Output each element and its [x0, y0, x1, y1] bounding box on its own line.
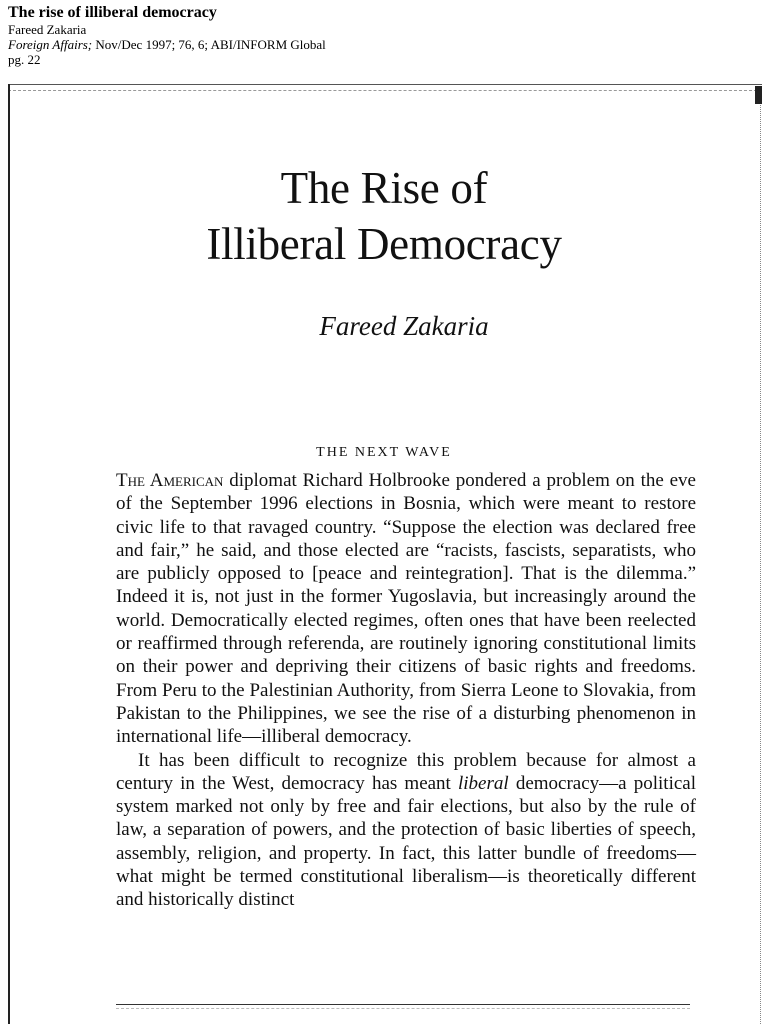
- paragraph-1-text: diplomat Richard Holbrooke pondered a problem on the eve of the September 1996 elections in Bosnia, which were meant to restore civic life to that ravaged country. “Suppose the election was declared free and fair,” he said, and those elected are “racists, fascists, separatists, who are publicly opposed to [peace and reintegration]. That is the dilemma.” Indeed it is, not just in the former Yugoslavia, but increasingly around the world. Democratically elected regimes, often ones that have been reelected or reaffirmed through referenda, are routinely ignoring constitutional limits on their power and depriving their citizens of basic rights and freedoms. From Peru to the Palestinian Authority, from Sierra Leone to Slovakia, from Pakistan to the Philippines, we see the rise of a disturbing phenomenon in international life—illiberal democracy.: [116, 470, 696, 748]
- scan-corner-mark: [755, 86, 762, 104]
- citation-title: The rise of illiberal democracy: [8, 4, 217, 21]
- citation-header: [8, 4, 326, 67]
- paragraph-2-text-end: democracy—a political system marked not only by free and fair elections, but also by the rule of law, a separation of powers, and the protection of basic liberties of speech, assembly, religion, and property. In fact, this latter bundle of freedoms—what might be termed constitutional liberalism—is theoretically different and historically distinct: [116, 772, 696, 911]
- article-title-line-1: The Rise of: [280, 163, 488, 213]
- paragraph-2: [116, 749, 696, 912]
- paragraph-1: [116, 469, 696, 749]
- paragraph-2-italic: liberal: [458, 772, 509, 794]
- citation-author: Fareed Zakaria: [8, 22, 87, 37]
- footer-rule-secondary: [116, 1008, 690, 1009]
- scan-page-edge-inner: [8, 90, 762, 91]
- section-heading: THE NEXT WAVE: [316, 445, 452, 460]
- article-body: [116, 469, 696, 912]
- citation-details: Nov/Dec 1997; 76, 6; ABI/INFORM Global: [92, 37, 326, 52]
- article-title-line-2: Illiberal Democracy: [206, 219, 562, 269]
- citation-page: pg. 22: [8, 52, 41, 67]
- citation-source: [8, 37, 326, 52]
- citation-journal: Foreign Affairs;: [8, 37, 93, 52]
- scan-page-edge-top: [8, 84, 762, 85]
- paragraph-2-text-start: It has been difficult to recognize this problem because for almost a century in the West, democracy has meant: [116, 749, 696, 794]
- article-author: Fareed Zakaria: [319, 311, 489, 341]
- footer-rule: [116, 1004, 690, 1005]
- paragraph-1-lead: The American: [116, 470, 224, 491]
- article-title: [0, 160, 768, 272]
